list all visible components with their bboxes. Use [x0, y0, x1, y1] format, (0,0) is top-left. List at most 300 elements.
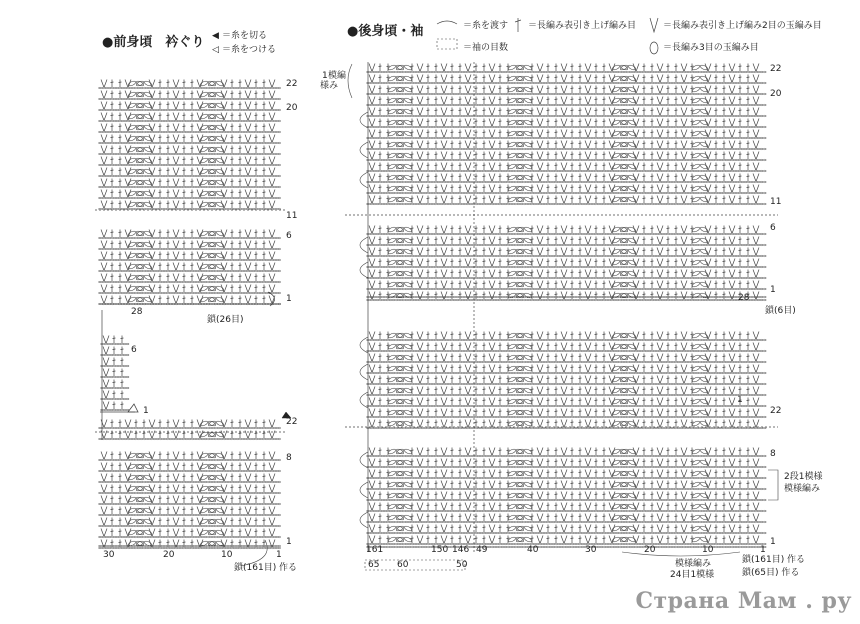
- chain-stitch: [220, 208, 223, 210]
- chain-stitch: [140, 109, 143, 111]
- treble-stitch: [475, 88, 478, 89]
- chain-stitch: [565, 148, 568, 150]
- chain-stitch: [99, 459, 102, 461]
- chain-stitch: [230, 303, 233, 305]
- chain-stitch: [639, 115, 642, 117]
- chain-stitch: [693, 137, 696, 139]
- chain-stitch: [268, 438, 271, 440]
- treble-stitch: [159, 93, 162, 94]
- chain-stitch: [115, 142, 118, 144]
- chain-stitch: [278, 547, 281, 549]
- treble-stitch: [104, 474, 107, 482]
- treble-stitch: [269, 230, 272, 238]
- chain-stitch: [536, 104, 539, 106]
- chain-stitch: [249, 503, 252, 505]
- chain-stitch: [607, 115, 610, 117]
- chain-stitch: [600, 71, 603, 73]
- chain-stitch: [105, 208, 108, 210]
- chain-stitch: [623, 137, 626, 139]
- chain-stitch: [527, 71, 530, 73]
- chain-stitch: [204, 197, 207, 199]
- chain-stitch: [405, 148, 408, 150]
- chain-stitch: [163, 492, 166, 494]
- chain-stitch: [108, 109, 111, 111]
- chain-stitch: [591, 93, 594, 95]
- chain-stitch: [511, 82, 514, 84]
- chain-stitch: [115, 109, 118, 111]
- chain-stitch: [179, 438, 182, 440]
- chain-stitch: [703, 115, 706, 117]
- chain-stitch: [527, 126, 530, 128]
- chain-stitch: [629, 126, 632, 128]
- chain-stitch: [115, 186, 118, 188]
- chain-stitch: [147, 131, 150, 133]
- bobble-stitch: [404, 108, 413, 115]
- chain-stitch: [236, 109, 239, 111]
- chain-stitch: [543, 82, 546, 84]
- treble-stitch: [263, 82, 266, 83]
- chain-stitch: [188, 153, 191, 155]
- treble-stitch: [756, 119, 759, 127]
- treble-stitch: [113, 371, 116, 372]
- chain-stitch: [268, 459, 271, 461]
- chain-stitch: [140, 259, 143, 261]
- treble-stitch: [739, 77, 742, 78]
- chain-stitch: [169, 292, 172, 294]
- bobble-stitch: [128, 463, 137, 470]
- treble-stitch: [104, 252, 107, 260]
- treble-stitch: [176, 420, 179, 428]
- treble-stitch: [667, 110, 670, 111]
- chain-stitch: [220, 292, 223, 294]
- chain-stitch: [172, 427, 175, 429]
- chain-stitch: [584, 126, 587, 128]
- chain-stitch: [501, 82, 504, 84]
- treble-stitch: [104, 113, 107, 121]
- chain-stitch: [389, 115, 392, 117]
- chain-stitch: [249, 292, 252, 294]
- chain-stitch: [99, 131, 102, 133]
- chain-stitch: [153, 142, 156, 144]
- chain-stitch: [124, 545, 127, 547]
- treble-stitch: [159, 254, 162, 255]
- treble-stitch: [547, 99, 550, 100]
- chain-stitch: [600, 82, 603, 84]
- chain-stitch: [453, 126, 456, 128]
- chain-stitch: [131, 153, 134, 155]
- chain-stitch: [143, 98, 146, 100]
- treble-stitch: [263, 498, 266, 499]
- chain-stitch: [265, 270, 268, 272]
- treble-stitch: [561, 141, 564, 149]
- treble-stitch: [667, 99, 670, 100]
- treble-stitch: [723, 66, 726, 67]
- chain-stitch: [581, 148, 584, 150]
- chain-stitch: [265, 514, 268, 516]
- chain-stitch: [236, 427, 239, 429]
- treble-stitch: [125, 135, 128, 143]
- treble-stitch: [183, 509, 186, 510]
- chain-stitch: [453, 104, 456, 106]
- chain-stitch: [99, 120, 102, 122]
- chain-stitch: [204, 142, 207, 144]
- treble-stitch: [103, 336, 106, 344]
- chain-stitch: [227, 459, 230, 461]
- chain-stitch: [392, 71, 395, 73]
- treble-stitch: [231, 203, 234, 204]
- chain-stitch: [479, 104, 482, 106]
- chain-stitch: [179, 186, 182, 188]
- chain-stitch: [204, 536, 207, 538]
- treble-stitch: [159, 243, 162, 244]
- chain-stitch: [163, 481, 166, 483]
- bobble-stitch: [524, 86, 533, 93]
- chain-stitch: [207, 281, 210, 283]
- treble-stitch: [269, 190, 272, 198]
- treble-stitch: [104, 102, 107, 110]
- chain-stitch: [121, 175, 124, 177]
- chain-stitch: [105, 142, 108, 144]
- treble-stitch: [555, 132, 558, 133]
- chain-stitch: [511, 71, 514, 73]
- treble-stitch: [444, 75, 447, 83]
- chain-stitch: [664, 104, 667, 106]
- treble-stitch: [121, 393, 124, 394]
- chain-stitch: [207, 503, 210, 505]
- treble-stitch: [176, 190, 179, 198]
- treble-stitch: [183, 115, 186, 116]
- chain-stitch: [607, 71, 610, 73]
- chain-stitch: [712, 115, 715, 117]
- chain-stitch: [214, 438, 217, 440]
- bobble-stitch: [200, 518, 209, 525]
- chain-stitch: [188, 536, 191, 538]
- chain-stitch: [204, 514, 207, 516]
- treble-stitch: [183, 254, 186, 255]
- treble-stitch: [245, 518, 248, 526]
- treble-stitch: [427, 66, 430, 67]
- treble-stitch: [540, 64, 543, 72]
- treble-stitch: [183, 276, 186, 277]
- chain-stitch: [172, 536, 175, 538]
- treble-stitch: [657, 108, 660, 116]
- chain-stitch: [629, 115, 632, 117]
- chain-stitch: [140, 87, 143, 89]
- chain-stitch: [143, 525, 146, 527]
- treble-stitch: [224, 102, 227, 110]
- chain-stitch: [268, 208, 271, 210]
- chain-stitch: [156, 175, 159, 177]
- chain-stitch: [278, 545, 281, 547]
- chain-stitch: [278, 470, 281, 472]
- chain-stitch: [511, 115, 514, 117]
- treble-stitch: [255, 509, 258, 510]
- treble-stitch: [263, 115, 266, 116]
- chain-stitch: [597, 115, 600, 117]
- chain-stitch: [134, 470, 137, 472]
- treble-stitch: [420, 86, 423, 94]
- treble-stitch: [657, 86, 660, 94]
- treble-stitch: [159, 422, 162, 423]
- chain-stitch: [214, 259, 217, 261]
- treble-stitch: [579, 88, 582, 89]
- treble-stitch: [715, 121, 718, 122]
- bobble-stitch: [692, 119, 701, 126]
- chain-stitch: [195, 525, 198, 527]
- treble-stitch: [159, 126, 162, 127]
- chain-stitch: [632, 104, 635, 106]
- chain-stitch: [153, 237, 156, 239]
- chain-stitch: [179, 237, 182, 239]
- treble-stitch: [411, 88, 414, 89]
- treble-stitch: [263, 181, 266, 182]
- chain-stitch: [402, 93, 405, 95]
- treble-stitch: [159, 159, 162, 160]
- treble-stitch: [255, 181, 258, 182]
- chain-stitch: [236, 438, 239, 440]
- chain-stitch: [252, 470, 255, 472]
- chain-stitch: [626, 137, 629, 139]
- chain-stitch: [147, 514, 150, 516]
- treble-stitch: [197, 241, 200, 249]
- chain-stitch: [156, 208, 159, 210]
- chain-stitch: [105, 536, 108, 538]
- chain-stitch: [677, 137, 680, 139]
- treble-stitch: [753, 108, 756, 116]
- chain-stitch: [131, 197, 134, 199]
- chain-stitch: [259, 109, 262, 111]
- treble-stitch: [197, 296, 200, 304]
- chain-stitch: [169, 503, 172, 505]
- treble-stitch: [152, 241, 155, 249]
- chain-stitch: [185, 514, 188, 516]
- chain-stitch: [143, 175, 146, 177]
- treble-stitch: [159, 82, 162, 83]
- chain-stitch: [108, 120, 111, 122]
- treble-stitch: [231, 422, 234, 423]
- chain-stitch: [131, 514, 134, 516]
- chain-stitch: [211, 481, 214, 483]
- chain-stitch: [511, 137, 514, 139]
- chain-stitch: [214, 270, 217, 272]
- treble-stitch: [119, 192, 122, 193]
- chain-stitch: [751, 148, 754, 150]
- treble-stitch: [269, 485, 272, 493]
- chain-stitch: [169, 270, 172, 272]
- chain-stitch: [147, 427, 150, 429]
- chain-stitch: [591, 82, 594, 84]
- treble-stitch: [191, 254, 194, 255]
- chain-stitch: [179, 427, 182, 429]
- treble-stitch: [263, 520, 266, 521]
- treble-stitch: [159, 232, 162, 233]
- treble-stitch: [173, 201, 176, 209]
- chain-stitch: [696, 93, 699, 95]
- chain-stitch: [147, 197, 150, 199]
- chain-stitch: [523, 104, 526, 106]
- treble-stitch: [248, 463, 251, 471]
- treble-stitch: [269, 201, 272, 209]
- treble-stitch: [753, 119, 756, 127]
- chain-stitch: [185, 131, 188, 133]
- chain-stitch: [275, 292, 278, 294]
- treble-stitch: [173, 420, 176, 428]
- treble-stitch: [595, 99, 598, 100]
- chain-stitch: [265, 525, 268, 527]
- chain-stitch: [259, 237, 262, 239]
- chain-stitch: [137, 427, 140, 429]
- treble-stitch: [387, 99, 390, 100]
- treble-stitch: [173, 179, 176, 187]
- treble-stitch: [561, 97, 564, 105]
- treble-stitch: [104, 146, 107, 154]
- chain-stitch: [687, 104, 690, 106]
- chain-stitch: [265, 438, 268, 440]
- chain-stitch: [227, 153, 230, 155]
- treble-stitch: [272, 496, 275, 504]
- chain-stitch: [568, 126, 571, 128]
- treble-stitch: [255, 192, 258, 193]
- chain-stitch: [105, 98, 108, 100]
- chain-stitch: [488, 115, 491, 117]
- chain-stitch: [233, 438, 236, 440]
- treble-stitch: [579, 66, 582, 67]
- treble-stitch: [231, 542, 234, 543]
- chain-stitch: [243, 208, 246, 210]
- chain-stitch: [395, 71, 398, 73]
- chain-stitch: [677, 82, 680, 84]
- treble-stitch: [643, 66, 646, 67]
- chain-stitch: [584, 137, 587, 139]
- chain-stitch: [249, 186, 252, 188]
- treble-stitch: [106, 358, 109, 366]
- chain-stitch: [211, 131, 214, 133]
- chain-stitch: [131, 481, 134, 483]
- chain-stitch: [488, 137, 491, 139]
- chain-stitch: [169, 470, 172, 472]
- treble-stitch: [173, 496, 176, 504]
- treble-stitch: [691, 88, 694, 89]
- chain-stitch: [156, 470, 159, 472]
- chain-stitch: [147, 142, 150, 144]
- chain-stitch: [233, 120, 236, 122]
- treble-stitch: [248, 146, 251, 154]
- chain-stitch: [153, 270, 156, 272]
- chain-stitch: [607, 137, 610, 139]
- chain-stitch: [488, 71, 491, 73]
- treble-stitch: [239, 465, 242, 466]
- treble-stitch: [121, 360, 124, 361]
- treble-stitch: [159, 465, 162, 466]
- chain-stitch: [115, 248, 118, 250]
- chain-stitch: [278, 292, 281, 294]
- chain-stitch: [207, 131, 210, 133]
- chain-stitch: [147, 525, 150, 527]
- treble-stitch: [651, 66, 654, 67]
- chain-stitch: [392, 115, 395, 117]
- chain-stitch: [99, 427, 102, 429]
- chain-stitch: [131, 186, 134, 188]
- chain-stitch: [447, 115, 450, 117]
- chain-stitch: [179, 503, 182, 505]
- treble-stitch: [239, 422, 242, 423]
- treble-stitch: [197, 274, 200, 282]
- chain-stitch: [568, 82, 571, 84]
- chain-stitch: [236, 492, 239, 494]
- treble-stitch: [263, 148, 266, 149]
- chain-stitch: [207, 459, 210, 461]
- treble-stitch: [715, 99, 718, 100]
- chain-stitch: [211, 536, 214, 538]
- chain-stitch: [699, 115, 702, 117]
- treble-stitch: [379, 66, 382, 67]
- chain-stitch: [527, 115, 530, 117]
- treble-stitch: [191, 203, 194, 204]
- chain-stitch: [163, 120, 166, 122]
- chain-stitch: [725, 71, 728, 73]
- chain-stitch: [671, 71, 674, 73]
- chain-stitch: [175, 303, 178, 305]
- chain-stitch: [131, 237, 134, 239]
- treble-stitch: [636, 64, 639, 72]
- chain-stitch: [191, 303, 194, 305]
- chain-stitch: [140, 120, 143, 122]
- bobble-stitch: [388, 75, 397, 82]
- chain-stitch: [137, 109, 140, 111]
- treble-stitch: [417, 75, 420, 83]
- chain-stitch: [147, 438, 150, 440]
- chain-stitch: [533, 104, 536, 106]
- chain-stitch: [399, 126, 402, 128]
- chain-stitch: [575, 115, 578, 117]
- treble-stitch: [691, 110, 694, 111]
- chain-stitch: [172, 270, 175, 272]
- treble-stitch: [441, 75, 444, 83]
- treble-stitch: [176, 241, 179, 249]
- treble-stitch: [197, 252, 200, 260]
- chain-stitch: [616, 82, 619, 84]
- bobble-stitch: [128, 102, 137, 109]
- treble-stitch: [104, 230, 107, 238]
- treble-stitch: [732, 64, 735, 72]
- treble-stitch: [197, 102, 200, 110]
- chain-stitch: [137, 281, 140, 283]
- bobble-stitch: [200, 285, 209, 292]
- chain-stitch: [211, 303, 214, 305]
- chain-stitch: [236, 459, 239, 461]
- treble-stitch: [564, 64, 567, 72]
- chain-stitch: [217, 547, 220, 549]
- chain-stitch: [99, 208, 102, 210]
- chain-stitch: [278, 259, 281, 261]
- chain-stitch: [479, 82, 482, 84]
- chain-stitch: [243, 270, 246, 272]
- chain-stitch: [645, 71, 648, 73]
- treble-stitch: [588, 64, 591, 72]
- chain-stitch: [121, 427, 124, 429]
- treble-stitch: [684, 97, 687, 105]
- chain-stitch: [195, 470, 198, 472]
- chain-stitch: [479, 93, 482, 95]
- chain-stitch: [207, 547, 210, 549]
- treble-stitch: [183, 181, 186, 182]
- chain-stitch: [204, 547, 207, 549]
- treble-stitch: [248, 274, 251, 282]
- chain-stitch: [185, 492, 188, 494]
- chain-stitch: [661, 148, 664, 150]
- treble-stitch: [111, 137, 114, 138]
- chain-stitch: [252, 87, 255, 89]
